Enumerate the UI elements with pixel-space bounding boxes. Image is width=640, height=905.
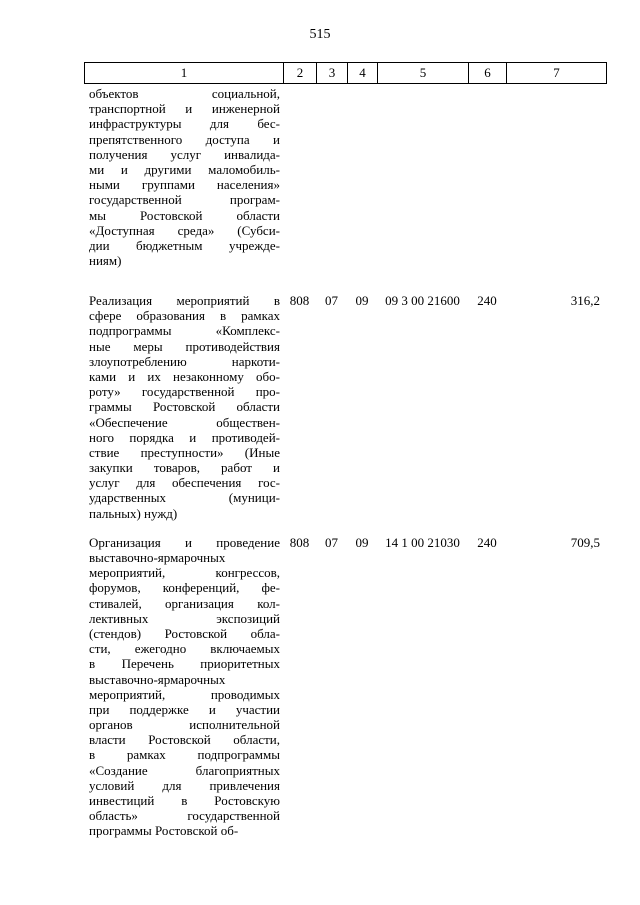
description-line: при поддержке и участии	[89, 701, 280, 717]
description-line: закупки товаров, работ и	[89, 460, 280, 476]
description-line: инфраструктуры для бес-	[89, 116, 280, 132]
description-line: мероприятий, проводимых	[89, 686, 280, 702]
subsection-code-cell	[347, 86, 377, 279]
description-line: инвестиций в Ростовскую	[89, 793, 280, 808]
expense-type-cell: 240	[477, 534, 497, 550]
description-line: злоупотреблению наркоти-	[89, 353, 280, 369]
description-cell	[84, 293, 283, 521]
description-line: выставочно-ярмарочных	[89, 550, 226, 565]
description-line: лективных экспозиций	[89, 610, 280, 626]
description-cell	[84, 535, 283, 839]
column-header-7: 7	[507, 63, 607, 84]
budget-table	[84, 86, 606, 839]
row-spacer-cell	[84, 279, 606, 293]
description-line: «Доступная среда» (Субси-	[89, 222, 280, 238]
description-line: транспортной и инженерной	[89, 101, 280, 117]
column-header-5: 5	[378, 63, 469, 84]
description-line: дии бюджетным учрежде-	[89, 237, 280, 253]
description-line: пальных) нужд)	[89, 505, 178, 521]
description-line: услуг для обеспечения гос-	[89, 475, 280, 491]
target-article-cell: 09 3 00 21600	[385, 293, 460, 308]
description-line: сфере образования в рамках	[89, 308, 280, 324]
description-line: мероприятий, конгрессов,	[89, 565, 280, 581]
column-header-table	[84, 62, 607, 84]
description-line: органов исполнительной	[89, 717, 280, 733]
section-code-cell: 07	[325, 534, 338, 550]
column-header-1: 1	[85, 63, 284, 84]
column-header-6: 6	[469, 63, 507, 84]
description-line: подпрограммы «Комплекс-	[89, 323, 280, 339]
description-line: область» государственной	[89, 808, 280, 824]
amount-cell: 316,2	[570, 293, 600, 308]
description-line: «Обеспечение обществен-	[89, 414, 280, 430]
amount-cell: 709,5	[570, 534, 600, 550]
subsection-code-cell: 09	[355, 534, 369, 550]
amount-cell	[506, 86, 606, 279]
target-article-cell	[377, 86, 468, 279]
column-header-row	[85, 63, 607, 84]
description-line: объектов социальной,	[89, 86, 280, 101]
description-line: стивалей, организация кол-	[89, 595, 280, 611]
description-line: препятственного доступа и	[89, 131, 280, 147]
description-line: в рамках подпрограммы	[89, 747, 280, 763]
expense-type-cell: 240	[477, 293, 497, 308]
ministry-code-cell: 808	[289, 534, 310, 550]
target-article-cell: 14 1 00 21030	[385, 534, 460, 550]
description-line: «Создание благоприятных	[89, 762, 280, 778]
description-line: власти Ростовской области,	[89, 732, 280, 748]
table-row	[84, 535, 606, 839]
row-spacer	[84, 521, 606, 535]
subsection-code-cell: 09	[355, 293, 369, 308]
description-line: роту» государственной про-	[89, 384, 280, 400]
page-number: 515	[309, 27, 331, 42]
description-line: ными группами населения»	[89, 177, 280, 193]
table-row	[84, 86, 606, 279]
description-line: получения услуг инвалида-	[89, 146, 280, 162]
description-line: форумов, конференций, фе-	[89, 580, 280, 596]
ministry-code-cell: 808	[289, 293, 310, 308]
description-line: Организация и проведение	[89, 534, 280, 550]
row-spacer-cell	[84, 521, 606, 535]
description-line: ного порядка и противодей-	[89, 429, 280, 445]
description-line: ниям)	[89, 253, 122, 269]
section-code-cell: 07	[325, 293, 338, 308]
description-line: ные меры противодействия	[89, 338, 280, 354]
row-spacer	[84, 279, 606, 293]
description-line: в Перечень приоритетных	[89, 656, 280, 672]
description-cell	[84, 86, 283, 279]
description-line: Реализация мероприятий в	[89, 293, 280, 308]
description-line: граммы Ростовской области	[89, 399, 280, 415]
column-header-3: 3	[317, 63, 348, 84]
expense-type-cell	[468, 86, 506, 279]
description-line: программы Ростовской об-	[89, 823, 239, 839]
description-line: мы Ростовской области	[89, 207, 280, 223]
table-row	[84, 293, 606, 521]
description-line: ками и их незаконному обо-	[89, 368, 280, 384]
description-line: ми и другими маломобиль-	[89, 161, 280, 177]
ministry-code-cell	[283, 86, 316, 279]
description-line: ударственных (муници-	[89, 490, 280, 506]
description-line: выставочно-ярмарочных	[89, 671, 226, 687]
description-line: ствие преступности» (Иные	[89, 444, 280, 460]
description-line: государственной програм-	[89, 192, 280, 208]
column-header-4: 4	[348, 63, 378, 84]
section-code-cell	[316, 86, 347, 279]
description-line: (стендов) Ростовской обла-	[89, 625, 280, 641]
column-header-2: 2	[284, 63, 317, 84]
description-line: сти, ежегодно включаемых	[89, 641, 280, 657]
description-line: условий для привлечения	[89, 777, 280, 793]
